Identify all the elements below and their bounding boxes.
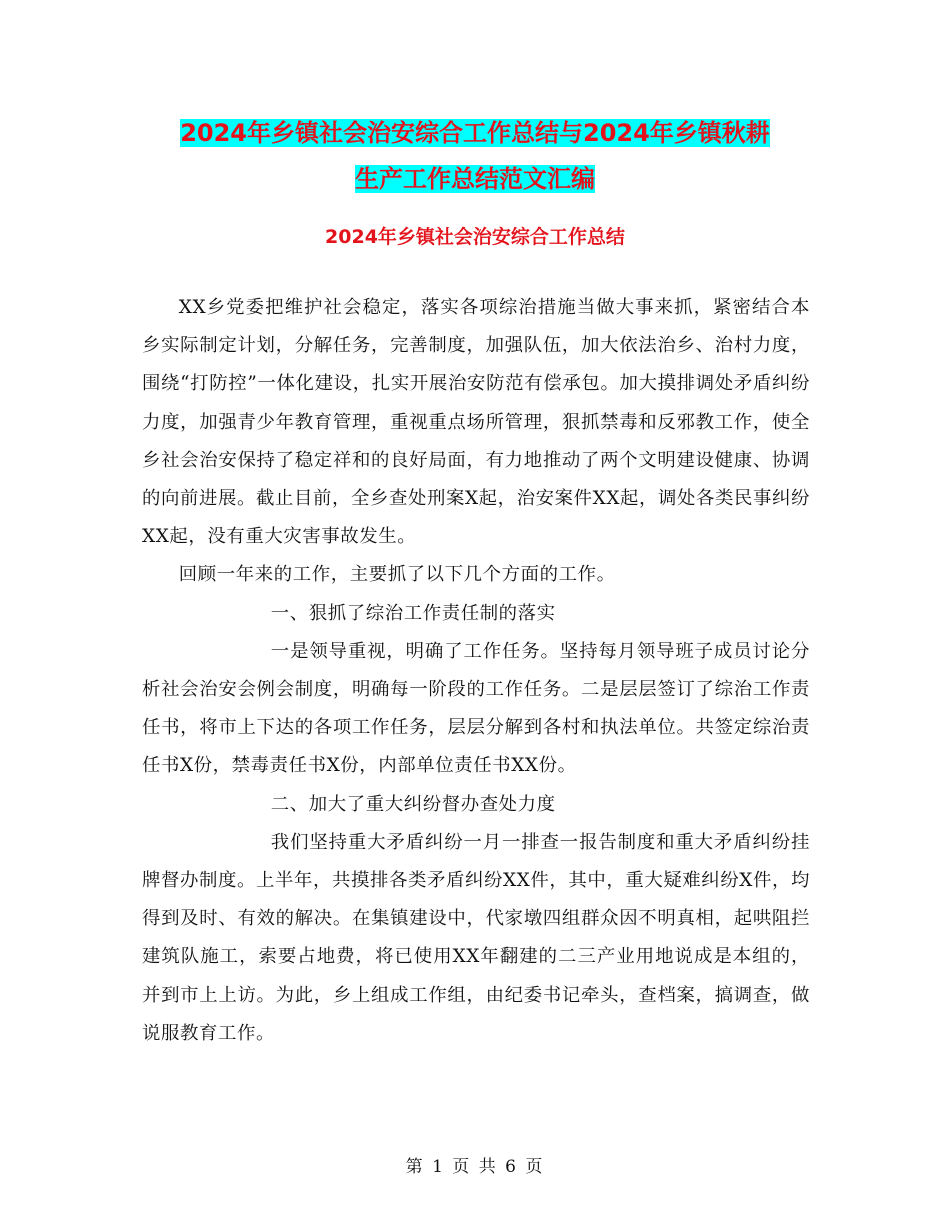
document-title [140, 110, 810, 202]
heading-section-2: 二、加大了重大纠纷督办查处力度 [270, 793, 556, 815]
paragraph-review: 回顾一年来的工作，主要抓了以下几个方面的工作。 [178, 564, 616, 586]
title-line-2: 生产工作总结范文汇编 [355, 165, 595, 193]
paragraph-intro: XX乡党委把维护社会稳定，落实各项综治措施当做大事来抓，紧密结合本乡实际制定计划，分解任务，完善制度，加强队伍，加大依法治乡、治村力度，围绕“打防控”一体化建设，扎实开展治安防范有偿承包。加大摸排调处矛盾纠纷力度，加强青少年教育管理，重视重点场所管理，狠抓禁毒和反邪教工作，使全乡社会治安保持了稳定祥和的良好局面，有力地推动了两个文明建设健康、协调的向前进展。截止目前，全乡查处刑案X起，治安案件XX起，调处各类民事纠纷XX起，没有重大灾害事故发生。 [142, 297, 810, 548]
title-line-1: 2024年乡镇社会治安综合工作总结与2024年乡镇秋耕 [180, 119, 770, 147]
paragraph-section-1: 一是领导重视，明确了工作任务。坚持每月领导班子成员讨论分析社会治安会例会制度，明确每一阶段的工作任务。二是层层签订了综治工作责任书，将市上下达的各项工作任务，层层分解到各村和执法单位。共签定综治责任书X份，禁毒责任书X份，内部单位责任书XX份。 [142, 640, 810, 777]
page-indicator: 第 1 页 共 6 页 [405, 1157, 545, 1177]
paragraph-section-2: 我们坚持重大矛盾纠纷一月一排查一报告制度和重大矛盾纠纷挂牌督办制度。上半年，共摸排各类矛盾纠纷XX件，其中，重大疑难纠纷X件，均得到及时、有效的解决。在集镇建设中，代家墩四组群众因不明真相，起哄阻拦建筑队施工，索要占地费，将已使用XX年翻建的二三产业用地说成是本组的，并到市上上访。为此，乡上组成工作组，由纪委书记牵头，查档案，搞调查，做说服教育工作。 [142, 831, 810, 1044]
section-title: 2024年乡镇社会治安综合工作总结 [325, 226, 625, 248]
heading-section-1: 一、狠抓了综治工作责任制的落实 [270, 602, 556, 624]
document-body [142, 289, 810, 1053]
